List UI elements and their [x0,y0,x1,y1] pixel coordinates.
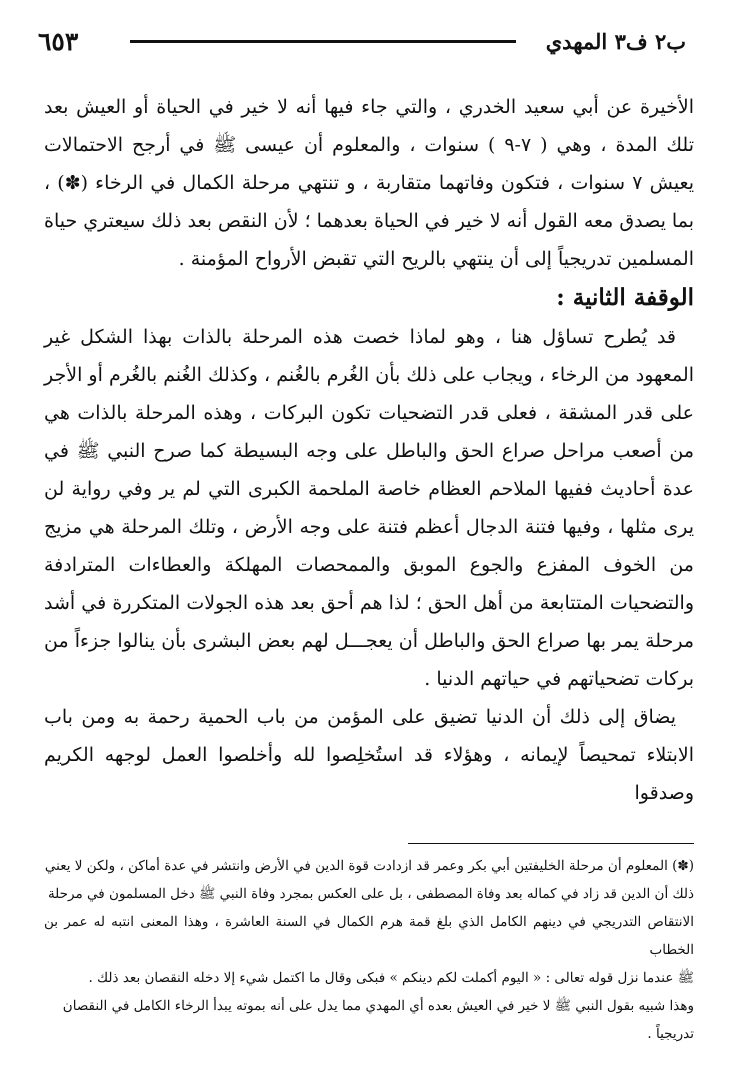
paragraph: قد يُطرح تساؤل هنا ، وهو لماذا خصت هذه المرحلة بالذات بهذا الشكل غير المعهود من الرخاء ، ويجاب على ذلك بأن الغُرم بالغُنم ، وكذلك الغُنم بالغُرم أو الأجر على قدر المشقة ، فعلى قدر التضحيات تكون البركات ، وهذه المرحلة بالذات هي من أصعب مراحل صراع الحق والباطل على وجه البسيطة كما صرح النبي ﷺ في عدة أحاديث ففيها الملاحم العظام خاصة الملحمة الكبرى التي لم ير وفي رواية لن يرى مثلها ، وفيها فتنة الدجال أعظم فتنة على وجه الأرض ، وتلك المرحلة هي مزيج من الخوف المفزع والجوع الموبق والممحصات المهلكة والعطاءات المترادفة والتضحيات المتتابعة من أهل الحق ؛ لذا هم أحق بعد هذه الجولات المتكررة في أشد مرحلة يمر بها صراع الحق والباطل أن يعجـــل لهم بعض البشرى بأن ينالوا جزءاً من بركات تضحياتهم في حياتهم الدنيا . [44,326,694,690]
footnote-line: ﷺ عندما نزل قوله تعالى : « اليوم أكملت لكم دينكم » فبكى وقال ما اكتمل شيء إلا دخله النقصان بعد ذلك . [88,970,694,986]
paragraph: يضاق إلى ذلك أن الدنيا تضيق على المؤمن من باب الحمية رحمة به ومن باب الابتلاء تمحيصاً لإيمانه ، وهؤلاء قد استُخلِصوا لله وأخلصوا العمل لوجهه الكريم وصدقوا [44,706,694,804]
footnote-line: الانتقاص التدريجي في دينهم الكامل الذي بلغ قمة هرم الكمال في السنة العاشرة ، وهذا المعنى انتبه له عمر بن الخطاب [44,914,694,958]
page-number: ٦٥٣ [38,27,79,56]
footnote-line: وهذا شبيه بقول النبي ﷺ لا خير في العيش بعده أي المهدي مما يدل على أنه بموته يبدأ الرخاء الكامل في النقصان [62,998,694,1014]
page-header [38,26,686,58]
header-rule [130,40,516,43]
footnote-separator [408,843,694,844]
running-title: ب٢ ف٣ المهدي [545,29,686,54]
main-text [44,88,694,812]
footnote-line: ذلك أن الدين قد زاد في كماله بعد وفاة المصطفى ، بل على العكس بمجرد وفاة النبي ﷺ دخل المسلمون في مرحلة [47,886,694,902]
paragraph: الأخيرة عن أبي سعيد الخدري ، والتي جاء فيها أنه لا خير في الحياة أو العيش بعد تلك المدة ، وهي ( ٧-٩ ) سنوات ، والمعلوم أن عيسى ﷺ في أرجح الاحتمالات يعيش ٧ سنوات ، فتكون وفاتهما متقاربة ، و تنتهي مرحلة الكمال في الرخاء (✽) ، بما يصدق معه القول أنه لا خير في الحياة بعدهما ؛ لأن النقص بعد ذلك سيعتري حياة المسلمين تدريجياً إلى أن ينتهي بالريح التي تقبض الأرواح المؤمنة . [44,96,695,270]
footnote-line: (✽) المعلوم أن مرحلة الخليفتين أبي بكر وعمر قد ازدادت قوة الدين في الأرض وانتشر في عدة أماكن ، ولكن لا يعني [44,858,694,874]
footnote [44,852,694,1048]
footnote-line: تدريجياً . [647,1026,694,1042]
section-heading: الوقفة الثانية : [556,284,694,311]
